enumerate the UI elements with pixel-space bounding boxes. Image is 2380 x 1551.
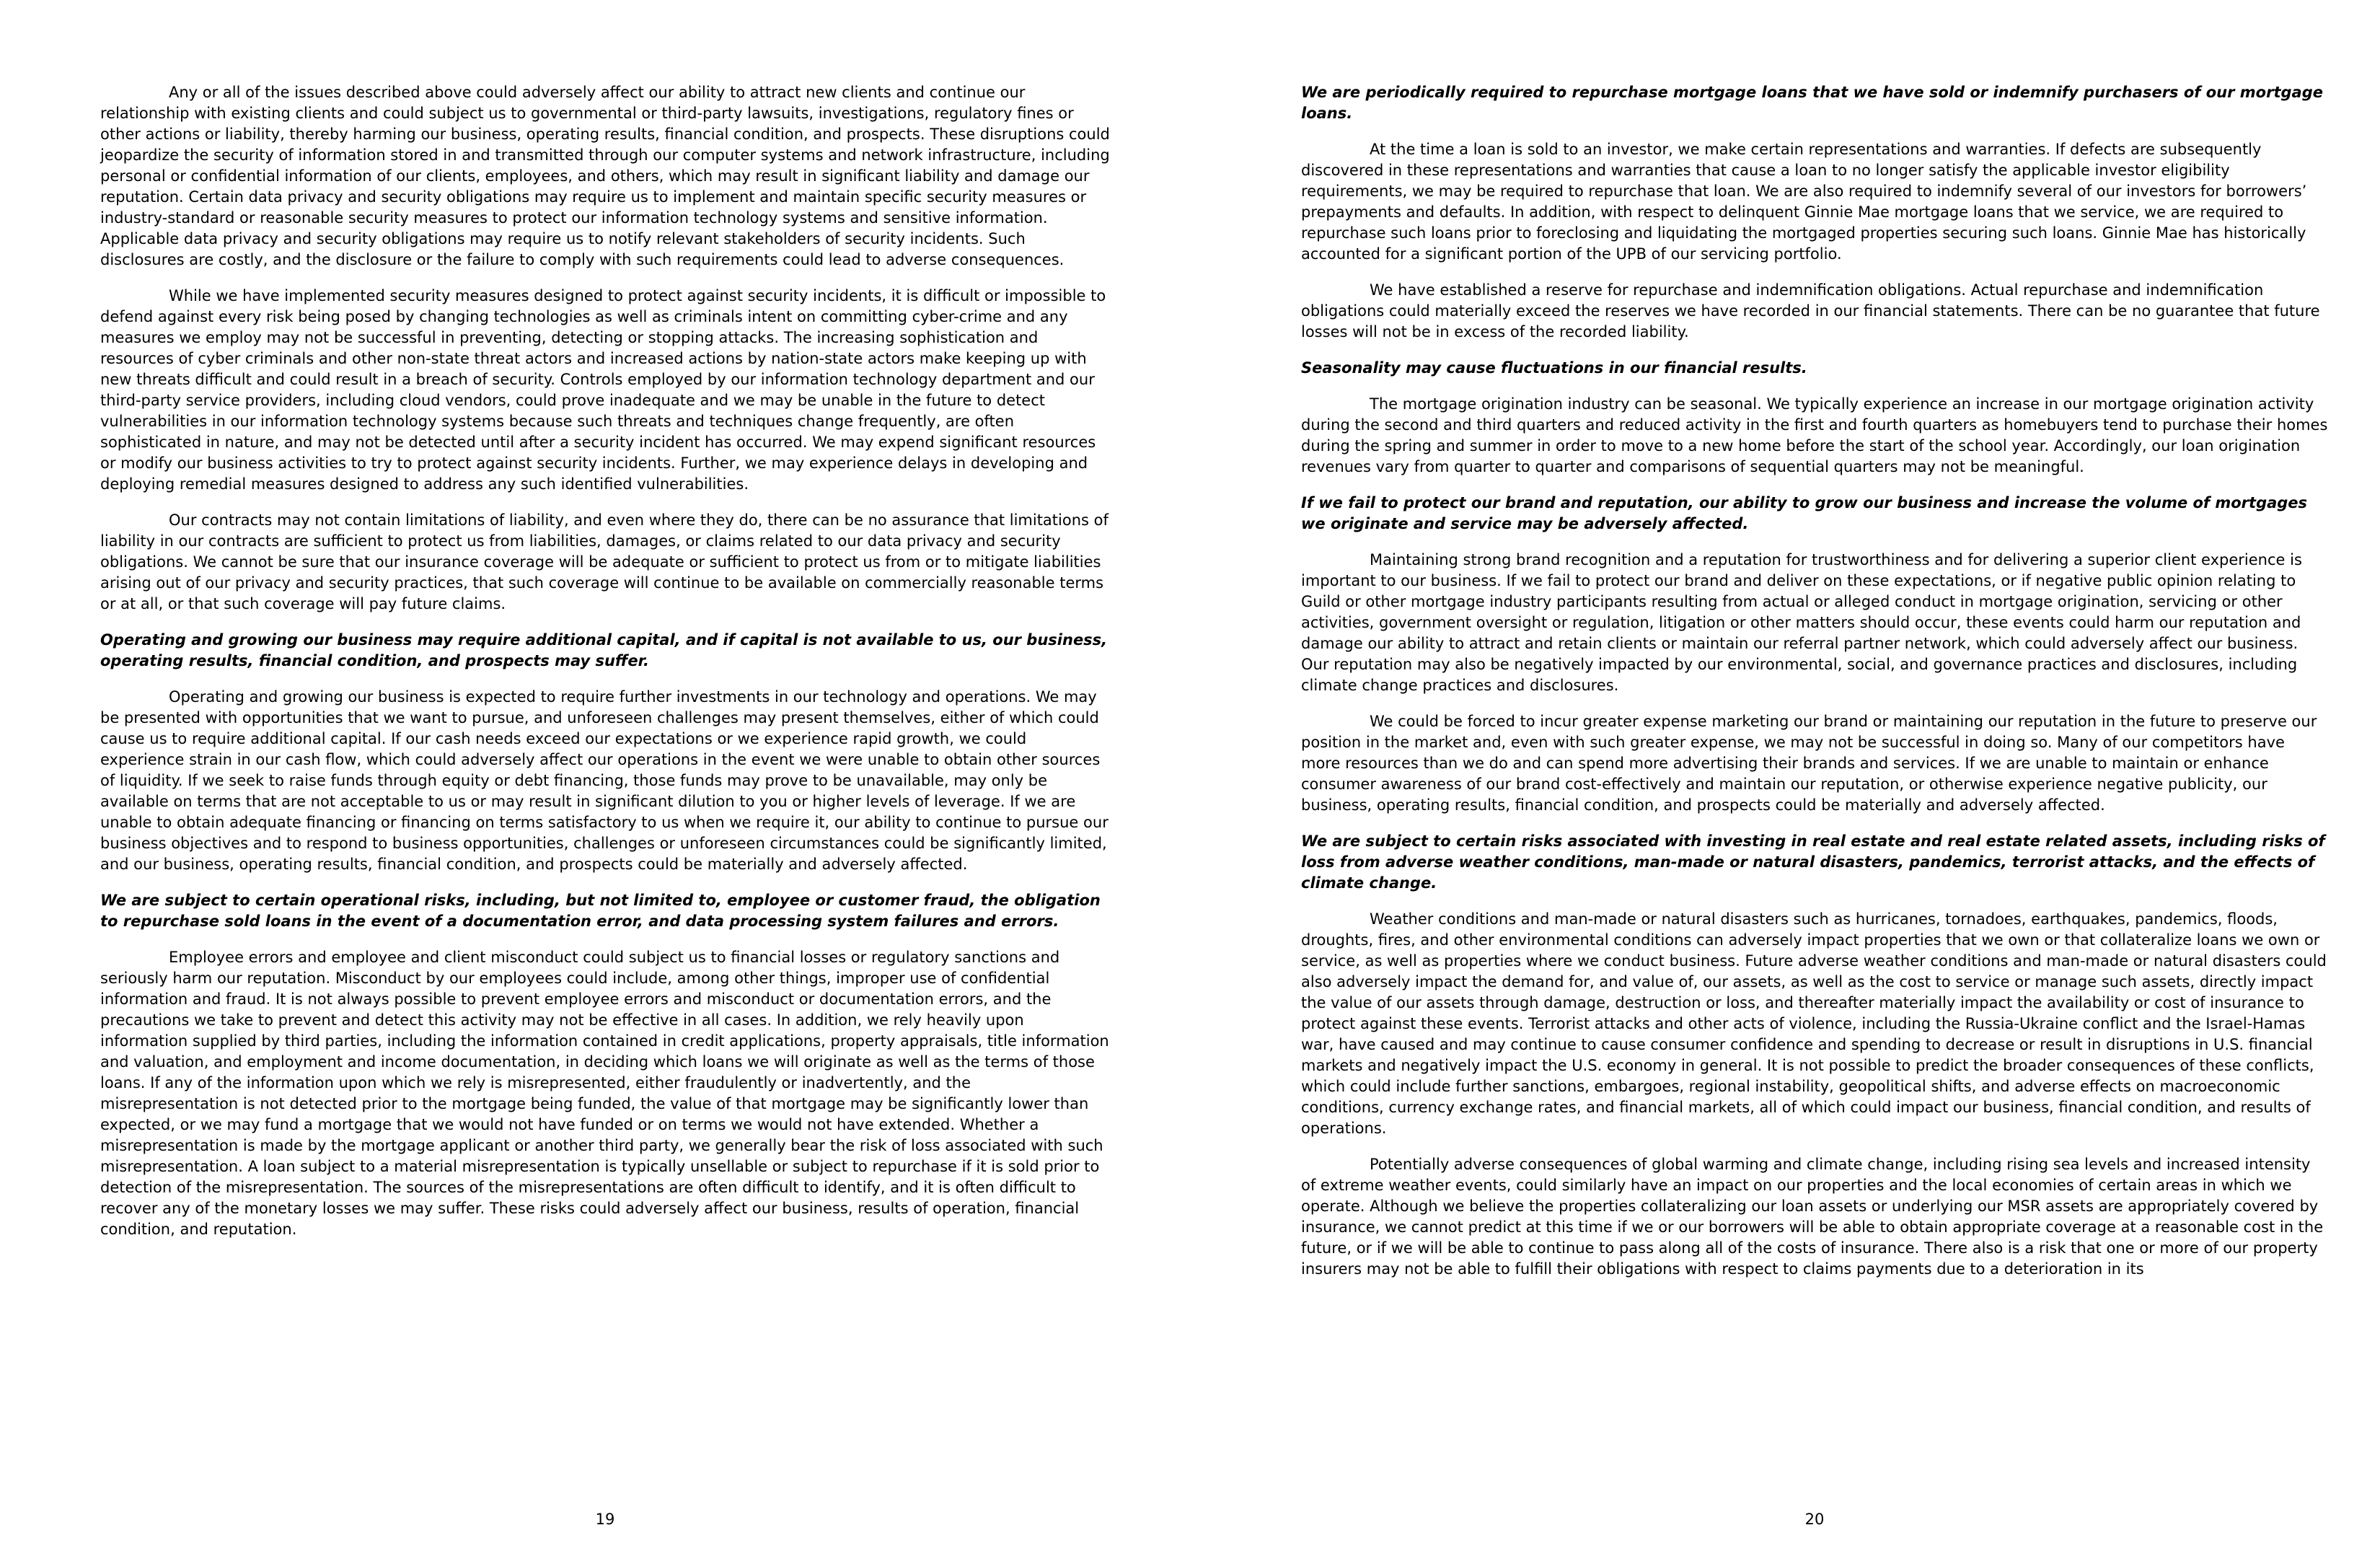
page-number: 20 (1804, 1511, 1825, 1528)
page-content (1301, 82, 2328, 1295)
page-content (100, 82, 1110, 1255)
risk-factor-heading: Operating and growing our business may require additional capital, and if capital is not available to us, our business, operating results, financial condition, and prospects may suffer. (100, 631, 1108, 669)
risk-factor-heading: We are subject to certain operational risks, including, but not limited to, employee or customer fraud, the obligation to repurchase sold loans in the event of a documentation error, and data processing system failures and errors. (100, 892, 1101, 930)
paragraph: While we have implemented security measures designed to protect against security incidents, it is difficult or impossible to defend against every risk being posed by changing technologies as well as criminals intent on committing cyber-crime and any measures we employ may not be successful in preventing, detecting or stopping attacks. The increasing sophistication and resources of cyber criminals and other non-state threat actors and increased actions by nation-state actors make keeping up with new threats difficult and could result in a breach of security. Controls employed by our information technology department and our third-party service providers, including cloud vendors, could prove inadequate and we may be unable in the future to detect vulnerabilities in our information technology systems because such threats and techniques change frequently, are often sophisticated in nature, and may not be detected until after a security incident has occurred. We may expend significant resources or modify our business activities to try to protect against security incidents. Further, we may experience delays in developing and deploying remedial measures designed to address any such identified vulnerabilities. (100, 287, 1106, 493)
risk-factor-heading: Seasonality may cause fluctuations in our financial results. (1301, 359, 1807, 377)
paragraph: At the time a loan is sold to an investor, we make certain representations and warranties. If defects are subsequently discovered in these representations and warranties that cause a loan to no longer satisfy the applicable investor eligibility requirements, we may be required to repurchase that loan. We are also required to indemnify several of our investors for borrowers’ prepayments and defaults. In addition, with respect to delinquent Ginnie Mae mortgage loans that we service, we are required to repurchase such loans prior to foreclosing and liquidating the mortgaged properties securing such loans. Ginnie Mae has historically accounted for a significant portion of the UPB of our servicing portfolio. (1301, 141, 2307, 263)
risk-factor-heading: We are periodically required to repurchase mortgage loans that we have sold or indemnify purchasers of our mortgage loans. (1301, 84, 2323, 122)
page-number: 19 (595, 1511, 615, 1528)
paragraph: Employee errors and employee and client misconduct could subject us to financial losses or regulatory sanctions and seriously harm our reputation. Misconduct by our employees could include, among other things, improper use of confidential information and fraud. It is not always possible to prevent employee errors and misconduct or documentation errors, and the precautions we take to prevent and detect this activity may not be effective in all cases. In addition, we rely heavily upon information supplied by third parties, including the information contained in credit applications, property appraisals, title information and valuation, and employment and income documentation, in deciding which loans we will originate as well as the terms of those loans. If any of the information upon which we rely is misrepresented, either fraudulently or inadvertently, and the misrepresentation is not detected prior to the mortgage being funded, the value of that mortgage may be significantly lower than expected, or we may fund a mortgage that we would not have funded or on terms we would not have extended. Whether a misrepresentation is made by the mortgage applicant or another third party, we generally bear the risk of loss associated with such misrepresentation. A loan subject to a material misrepresentation is typically unsellable or subject to repurchase if it is sold prior to detection of the misrepresentation. The sources of the misrepresentations are often difficult to identify, and it is often difficult to recover any of the monetary losses we may suffer. These risks could adversely affect our business, results of operation, financial condition, and reputation. (100, 949, 1109, 1238)
paragraph: Weather conditions and man-made or natural disasters such as hurricanes, tornadoes, earthquakes, pandemics, floods, droughts, fires, and other environmental conditions can adversely impact properties that we own or that collateralize loans we own or service, as well as properties where we conduct business. Future adverse weather conditions and man-made or natural disasters could also adversely impact the demand for, and value of, our assets, as well as the cost to service or manage such assets, directly impact the value of our assets through damage, destruction or loss, and thereafter materially impact the availability or cost of insurance to protect against these events. Terrorist attacks and other acts of violence, including the Russia-Ukraine conflict and the Israel-Hamas war, have caused and may continue to cause consumer confidence and spending to decrease or result in disruptions in U.S. financial markets and negatively impact the U.S. economy in general. It is not possible to predict the broader consequences of these conflicts, which could include further sanctions, embargoes, regional instability, geopolitical shifts, and adverse effects on macroeconomic conditions, currency exchange rates, and financial markets, all of which could impact our business, financial condition, and results of operations. (1301, 910, 2327, 1137)
page-20 (1190, 0, 2380, 1551)
paragraph: We could be forced to incur greater expense marketing our brand or maintaining our reputation in the future to preserve our position in the market and, even with such greater expense, we may not be successful in doing so. Many of our competitors have more resources than we do and can spend more advertising their brands and services. If we are unable to maintain or enhance consumer awareness of our brand cost-effectively and maintain our reputation, or otherwise experience negative publicity, our business, operating results, financial condition, and prospects could be materially and adversely affected. (1301, 713, 2317, 814)
risk-factor-heading: If we fail to protect our brand and reputation, our ability to grow our business and increase the volume of mortgages we originate and service may be adversely affected. (1301, 494, 2308, 532)
paragraph: The mortgage origination industry can be seasonal. We typically experience an increase in our mortgage origination activity during the second and third quarters and reduced activity in the first and fourth quarters as homebuyers tend to purchase their homes during the spring and summer in order to move to a new home before the start of the school year. Accordingly, our loan origination revenues vary from quarter to quarter and comparisons of sequential quarters may not be meaningful. (1301, 395, 2328, 475)
paragraph: Operating and growing our business is expected to require further investments in our technology and operations. We may be presented with opportunities that we want to pursue, and unforeseen challenges may present themselves, either of which could cause us to require additional capital. If our cash needs exceed our expectations or we experience rapid growth, we could experience strain in our cash flow, which could adversely affect our operations in the event we were unable to obtain other sources of liquidity. If we seek to raise funds through equity or debt financing, those funds may prove to be unavailable, may only be available on terms that are not acceptable to us or may result in significant dilution to you or higher levels of leverage. If we are unable to obtain adequate financing or financing on terms satisfactory to us when we require it, our ability to continue to pursue our business objectives and to respond to business opportunities, challenges or unforeseen circumstances could be significantly limited, and our business, operating results, financial condition, and prospects could be materially and adversely affected. (100, 688, 1109, 873)
paragraph: Maintaining strong brand recognition and a reputation for trustworthiness and for delivering a superior client experience is important to our business. If we fail to protect our brand and deliver on these expectations, or if negative public opinion relating to Guild or other mortgage industry participants resulting from actual or alleged conduct in mortgage origination, servicing or other activities, government oversight or regulation, litigation or other matters should occur, these events could harm our reputation and damage our ability to attract and retain clients or maintain our referral partner network, which could adversely affect our business. Our reputation may also be negatively impacted by our environmental, social, and governance practices and disclosures, including climate change practices and disclosures. (1301, 551, 2302, 694)
paragraph: Any or all of the issues described above could adversely affect our ability to attract new clients and continue our relationship with existing clients and could subject us to governmental or third-party lawsuits, investigations, regulatory fines or other actions or liability, thereby harming our business, operating results, financial condition, and prospects. These disruptions could jeopardize the security of information stored in and transmitted through our computer systems and network infrastructure, including personal or confidential information of our clients, employees, and others, which may result in significant liability and damage our reputation. Certain data privacy and security obligations may require us to implement and maintain specific security measures or industry-standard or reasonable security measures to protect our information technology systems and sensitive information. Applicable data privacy and security obligations may require us to notify relevant stakeholders of security incidents. Such disclosures are costly, and the disclosure or the failure to comply with such requirements could lead to adverse consequences. (100, 84, 1110, 268)
risk-factor-heading: We are subject to certain risks associated with investing in real estate and real estate related assets, including risks of loss from adverse weather conditions, man-made or natural disasters, pandemics, terrorist attacks, and the effects of climate change. (1301, 832, 2325, 892)
paragraph: Potentially adverse consequences of global warming and climate change, including rising sea levels and increased intensity of extreme weather events, could similarly have an impact on our properties and the local economies of certain areas in which we operate. Although we believe the properties collateralizing our loan assets or underlying our MSR assets are appropriately covered by insurance, we cannot predict at this time if we or our borrowers will be able to obtain appropriate coverage at a reasonable cost in the future, or if we will be able to continue to pass along all of the costs of insurance. There also is a risk that one or more of our property insurers may not be able to fulfill their obligations with respect to claims payments due to a deterioration in its (1301, 1156, 2324, 1278)
paragraph: Our contracts may not contain limitations of liability, and even where they do, there can be no assurance that limitations of liability in our contracts are sufficient to protect us from liabilities, damages, or claims related to our data privacy and security obligations. We cannot be sure that our insurance coverage will be adequate or sufficient to protect us from or to mitigate liabilities arising out of our privacy and security practices, that such coverage will continue to be available on commercially reasonable terms or at all, or that such coverage will pay future claims. (100, 511, 1109, 612)
paragraph: We have established a reserve for repurchase and indemnification obligations. Actual repurchase and indemnification obligations could materially exceed the reserves we have recorded in our financial statements. There can be no guarantee that future losses will not be in excess of the recorded liability. (1301, 281, 2320, 340)
